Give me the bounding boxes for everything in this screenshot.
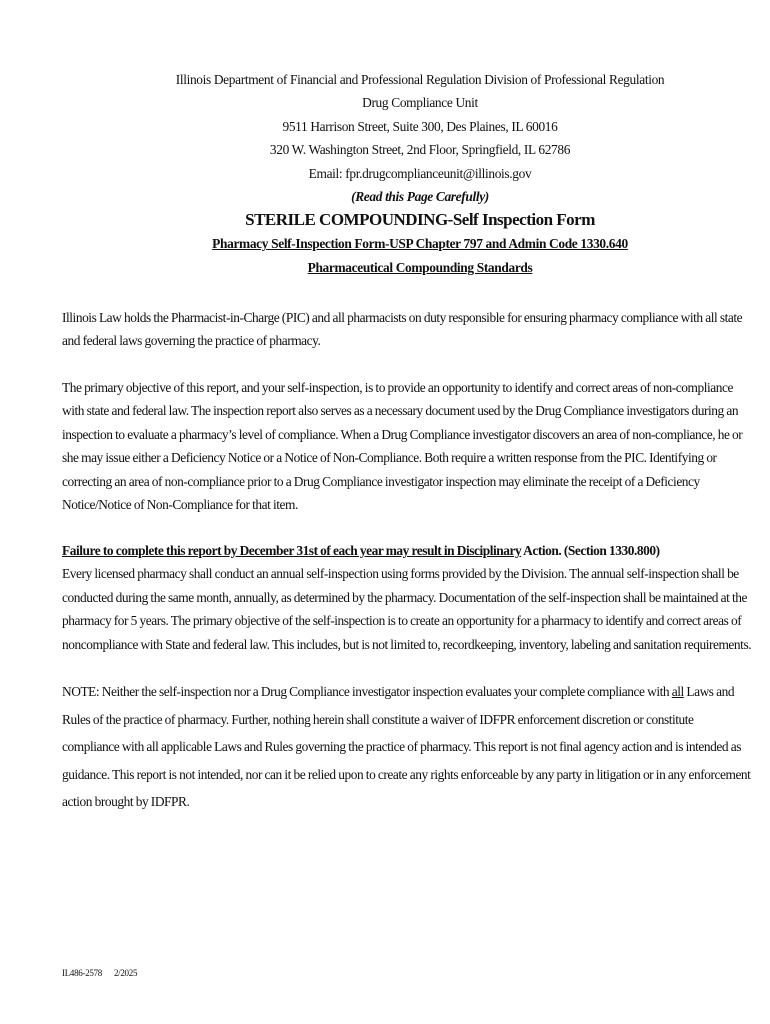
- page-footer: [62, 968, 137, 978]
- form-number: IL486-2578: [62, 968, 102, 978]
- document-header: [40, 68, 770, 280]
- note-text-start: NOTE: Neither the self-inspection nor a Drug Compliance investigator inspection evaluates your complete compliance with: [62, 684, 672, 699]
- note-all-emphasis: all: [671, 684, 684, 699]
- pic-responsibility-paragraph: Illinois Law holds the Pharmacist-in-Charge (PIC) and all pharmacists on duty responsible for ensuring pharmacy compliance with all state and federal laws governing the practice of pharmacy.: [62, 310, 743, 349]
- objective-paragraph: The primary objective of this report, and your self-inspection, is to provide an opportunity to identify and correct areas of non-compliance with state and federal law. The inspection report also serves as a necessary document used by the Drug Compliance investigators during an inspection to evaluate a pharmacy’s level of compliance. When a Drug Compliance investigator discovers an area of non-compliance, he or she may issue either a Deficiency Notice or a Notice of Non-Compliance. Both require a written response from the PIC. Identifying or correcting an area of non-compliance prior to a Drug Compliance investigator inspection may eliminate the receipt of a Deficiency Notice/Notice of Non-Compliance for that item.: [62, 380, 743, 513]
- disciplinary-warning-underlined: Failure to complete this report by December 31st of each year may result in Disciplinary: [62, 543, 522, 558]
- annual-inspection-body: Every licensed pharmacy shall conduct an annual self-inspection using forms provided by the Division. The annual self-inspection shall be conducted during the same month, annually, as determined by the pharmacy. Documentation of the self-inspection shall be maintained at the pharmacy for 5 years. The primary objective of the self-inspection is to create an opportunity for a pharmacy to identify and correct areas of noncompliance with State and federal law. This includes, but is not limited to, recordkeeping, inventory, labeling and sanitation requirements.: [62, 566, 752, 652]
- form-subtitle-usp: Pharmacy Self-Inspection Form-USP Chapter 797 and Admin Code 1330.640: [212, 236, 628, 252]
- contact-email: Email: fpr.drugcomplianceunit@illinois.gov: [308, 165, 532, 181]
- disciplinary-warning-section: Action. (Section 1330.800): [521, 543, 660, 558]
- form-revision-date: 2/2025: [113, 968, 138, 978]
- agency-name: Illinois Department of Financial and Professional Regulation Division of Professional Regulation: [175, 72, 665, 87]
- address-springfield: 320 W. Washington Street, 2nd Floor, Springfield, IL 62786: [269, 142, 571, 158]
- note-paragraph: [62, 678, 752, 816]
- form-title: STERILE COMPOUNDING-Self Inspection Form: [245, 210, 595, 230]
- form-subtitle-standards: Pharmaceutical Compounding Standards: [307, 260, 533, 276]
- note-text-end: Laws and Rules of the practice of pharmacy. Further, nothing herein shall constitute a waiver of IDFPR enforcement discretion or constitute compliance with all applicable Laws and Rules governing the practice of pharmacy. This report is not final agency action and is intended as guidance. This report is not intended, nor can it be relied upon to create any rights enforceable by any party in litigation or in any enforcement action brought by IDFPR.: [62, 684, 751, 809]
- unit-name: Drug Compliance Unit: [362, 95, 478, 111]
- disciplinary-warning: [62, 543, 660, 558]
- address-des-plaines: 9511 Harrison Street, Suite 300, Des Plaines, IL 60016: [282, 118, 558, 134]
- read-carefully-notice: (Read this Page Carefully): [351, 189, 489, 205]
- annual-inspection-paragraph: [62, 539, 752, 656]
